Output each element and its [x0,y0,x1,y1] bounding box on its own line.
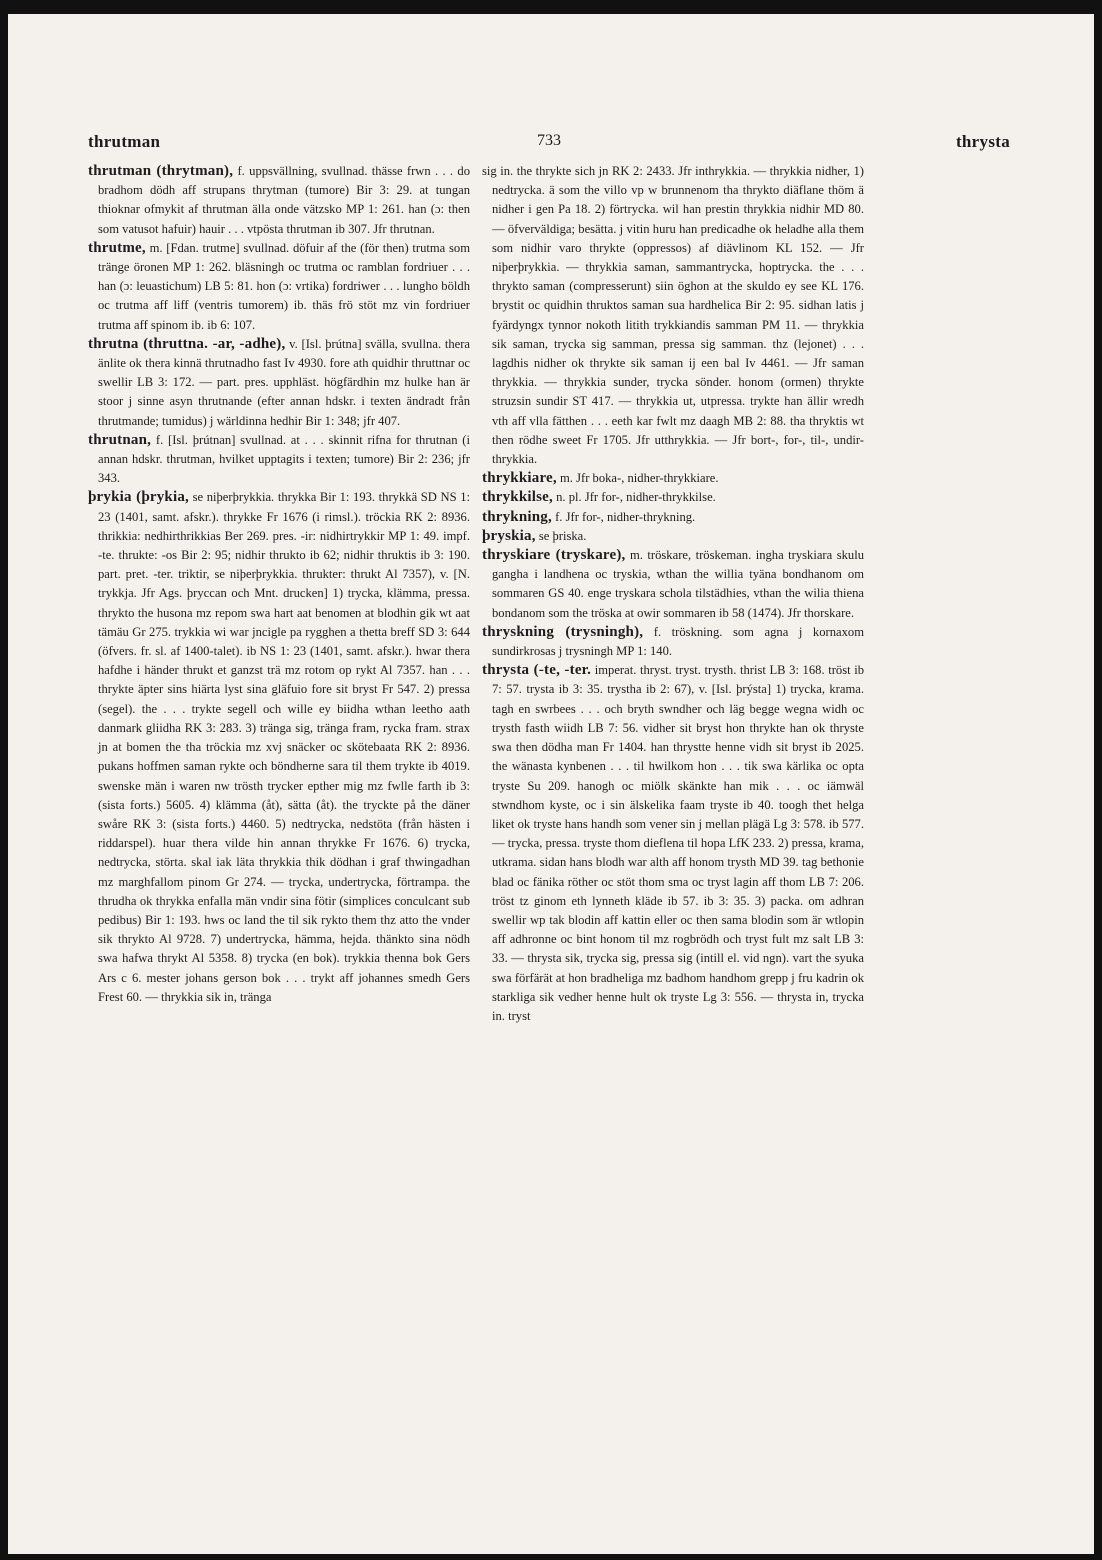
entry-lemma: thrykning, [482,508,552,525]
dictionary-entry [482,508,864,527]
entry-text: m. Jfr boka-, nidher-thrykkiare. [560,471,719,486]
entry-lemma: thrutme, [88,239,146,256]
entry-text: m. tröskare, tröskeman. ingha tryskiara skulu gangha i landhena oc tryskia, wthan the willia tyäna bondhanom om sommaren GS 40. enge tryskara schola tilstädhies, vthan the wilia thiena bondanom som the tröska at owir sommaren ib 58 (1474). Jfr thorskare. [492,548,864,620]
entry-text: f. [Isl. þrútnan] svullnad. at . . . skinnit rifna for thrutnan (i annan hdskr. thrutman, hvilket upptagits i texten; tumore) Bir 2: 236; jfr 343. [98,432,470,486]
left-running-headword: thrutman [88,132,161,151]
dictionary-entry [482,469,864,488]
entry-text: imperat. thryst. tryst. trysth. thrist LB 3: 168. tröst ib 7: 57. trysta ib 3: 35. trystha ib 2: 67), v. [Isl. þrýsta] 1) trycka, krama. tagh en swrbees . . . och bryth swndher och läg begge wegna widh oc trysth fasth wiidh LB 7: 56. vidher sit bryst hon thrykte han ok thryste swa then dödha man Fr 1404. han thrystte henne vidh sit bryst ib 2025. the wänasta kynbenen . . . til hwilkom hon . . . tik swa kärlika oc opta tryste Su 209. hanogh oc miölk skänkte han mik . . . oc iämwäl stwndhom kyste, oc i sin älskelika faam tryste ib 40. toogh thet helga liket ok tryste hans handh som vener sin j mellan plägä Lg 3: 578. ib 577. — trycka, pressa. tryste thom dieflena til hopa LfK 233. 2) pressa, krama, utkrama. sidan hans blodh war alth aff honom trysth MD 39. tag bethonie blad oc fänika röther oc stöt thom sma oc tryst lagin aff thom LB 7: 206. tröst tz ginom eth lynneth kläde ib 57. ib 3: 35. 3) packa. om adhran swellir wp tak blodin aff kattin eller oc then sama blodin som är wtlopin aff adhronne oc bint honom til mz rogbrödh och tryst fult mz salt LB 3: 33. — thrysta sik, trycka sig, pressa sig (intill el. vid ngn). vart the syuka swa förfärät at hon bradheliga mz badhom handhom grepp j fru kadrin ok starkliga sik vedher henne hult ok tryste Lg 3: 556. — thrysta in, trycka in. tryst [492,663,864,1023]
entry-text: sig in. the thrykte sich jn RK 2: 2433. Jfr inthrykkia. — thrykkia nidher, 1) nedtrycka. ä som the villo vp w brunnenom tha thrykto diäflane thöm ä nidher i gen Pa 18. 2) förtrycka. wil han prestin thrykkia nidhir MD 80. — öfverväldiga; besätta. j vitin huru han predicadhe ok heladhe alla them som nidhir varo thrykte (oppressos) af diävlinom KL 152. — Jfr niþerþrykkia. — thrykkia saman, sammantrycka, hoptrycka. the . . . thrykto saman (compresserunt) siin öghon at the skuldo ey see KL 176. brystit oc quidhin thruktos saman sua hardhelica Bir 2: 95. sidhan latis j fyärdyngx tynnor nokoth litith trykkiandis samman PM 11. — thrykkia sik saman, trycka sig samman, pressa sig samman. thz (lejonet) . . . lagdhis nidher ok thrykte sik saman ij een bal Iv 4461. — Jfr saman thrykkia. — thrykkia sunder, trycka sönder. honom (ormen) thrykte struzsin sundir ST 417. — thrykkia ut, utpressa. trykte han ällir wredh vth aff vlla fätthen . . . eeth kar fwlt mz daagh MB 2: 88. tha thryktis wt then rödhe sweet Fr 1705. Jfr utthrykkia. — Jfr bort-, for-, til-, undir-thrykkia. [482,164,864,467]
entry-lemma: þrykia (þrykia, [88,489,189,506]
right-running-headword: thrysta [955,132,1010,151]
dictionary-entry [88,239,470,335]
page-number: 733 [537,132,561,149]
right-column [482,162,864,1026]
entry-lemma: thrysta (-te, -ter. [482,662,592,679]
entry-lemma: thrutnan, [88,431,152,448]
entry-text: f. uppsvällning, svullnad. thässe frwn . . . do bradhom dödh aff strupans thrytman (tumore) Bir 3: 29. at tungan thioknar ofmykit af thrutman älla onde vätzsko MP 1: 261. han (ɔ: then som vatusot hafuir) hauir . . . vtpösta thrutman ib 307. Jfr thrutnan. [98,164,470,236]
dictionary-entry-continuation [482,162,864,469]
entry-lemma: thryskning (trysningh), [482,623,644,640]
entry-lemma: thrykkiare, [482,470,557,487]
dictionary-entry [482,661,864,1026]
running-header [88,132,1010,158]
entry-lemma: thrutna (thruttna. -ar, -adhe), [88,335,286,352]
entry-text: f. tröskning. som agna j kornaxom sundirkrosas j trysningh MP 1: 140. [492,624,864,659]
dictionary-entry [482,546,864,623]
entry-lemma: thryskiare (tryskare), [482,547,626,564]
dictionary-page [8,14,1094,1554]
dictionary-entry [482,623,864,661]
dictionary-entry [88,162,470,239]
entry-text: n. pl. Jfr for-, nidher-thrykkilse. [556,490,716,505]
entry-lemma: þryskia, [482,527,536,544]
dictionary-entry [482,527,864,546]
entry-text: se niþerþrykkia. thrykka Bir 1: 193. thrykkä SD NS 1: 23 (1401, samt. afskr.). thrykke Fr 1676 (i rimsl.). tröckia RK 2: 8936. thrikkia: nedhirthrikkias Ber 269. pres. -ir: nidhirtrykkir MP 1: 49. impf. -te. thrukte: -os Bir 2: 95; nidhir thrukto ib 62; nidhir thruktis ib 3: 190. part. pret. -ter. triktir, se niþerþrykkia. thrukter: thrukt Al 7357), v. [N. trykkja. Jfr Ags. þryccan och Mnt. drucken] 1) trycka, klämma, pressa. thrykto the husona mz repom swa hart aat benomen at blodhin gik wt aat tämäu Gr 275. trykkia wi war jncigle pa rygghen a thetta breff SD 3: 644 (öfvers. fr. sl. af 1400-talet). ib NS 1: 23 (1401, samt. afskr.). hwar thera hafdhe i händer thrukt et ganzst trä mz rotom op rykt Al 7357. han . . . thrykte äpter sins hiärta lyst sina gläfuio fore sit bryst Fr 547. 2) pressa (segel). the . . . trykte segell och wille ey biidha wthan leetho aath danmark gliidha RK 3: 283. 3) tränga sig, tränga fram, rycka fram. strax jn at bomen the tha tröckia mz xvj snäcker oc skötebaata RK 2: 8936. pukans hoffmen saman rykte och böndherne sara til them trykte ib 4019. swenske män i waren nw trösth trycker epther mig mz fwlle farth ib 3: (sista forts.) 5605. 4) klämma (åt), sätta (åt). the tryckte på the däner swåre RK 3: (sista forts.) 4460. 5) nedtrycka, nedstöta (från hästen i riddarspel). huar thera vilde hin annan thrykke Fr 1676. 6) trycka, nedtrycka, störta. skal iak läta thrykkia thik dödhan i graf thwingadhan mz marghfallom pinom Gr 274. — trycka, undertrycka, förtrampa. the thrudha ok thrykka enfalla män vndir sina fötir (simplices conculcant sub pedibus) Bir 1: 193. hws oc land the til sik rykto them thz atto the vnder sik thrykto Al 9728. 7) undertrycka, hämma, hejda. thänkto sina nödh swa hafwa thrykt Al 5358. 8) trycka (en bok). trykkia thenna bok Gers Ars c 6. mester johans gerson bok . . . trykt aff johannes smedh Gers Frest 60. — thrykkia sik in, tränga [98,490,470,1004]
entry-text: se þriska. [538,528,587,543]
entry-lemma: thrutman (thrytman), [88,163,234,179]
dictionary-entry [88,431,470,489]
dictionary-entry [88,488,470,1006]
dictionary-entry [482,488,864,507]
entry-lemma: thrykkilse, [482,489,553,506]
entry-text: v. [Isl. þrútna] svälla, svullna. thera änlite ok thera kinnä thrutnadho fast Iv 4930. fore ath quidhir thruttnar oc swellir LB 3: 172. — part. pres. upphläst. högfärdhin mz hulke han är stoor j sinne asyn thrutnande (efter annan hdskr. i texten ändradt från thrutmande; tumidus) j wärldinna hedhir Bir 1: 348; jfr 407. [98,336,470,428]
dictionary-entry [88,335,470,431]
entry-text: m. [Fdan. trutme] svullnad. döfuir af the (för then) trutma som tränge öronen MP 1: 262. bläsningh oc trutma oc ramblan fordriuer . . . han (ɔ: leuastichum) LB 5: 81. hon (ɔ: vrtika) fordriwer . . . lungho böldh oc trutma aff liff (ventris tumorem) ib. thäs frö stöt mz vin fordriuer trutma aff spinom ib. ib 6: 107. [98,240,470,332]
entry-text: f. Jfr for-, nidher-thrykning. [555,509,696,524]
left-column [88,162,470,1007]
